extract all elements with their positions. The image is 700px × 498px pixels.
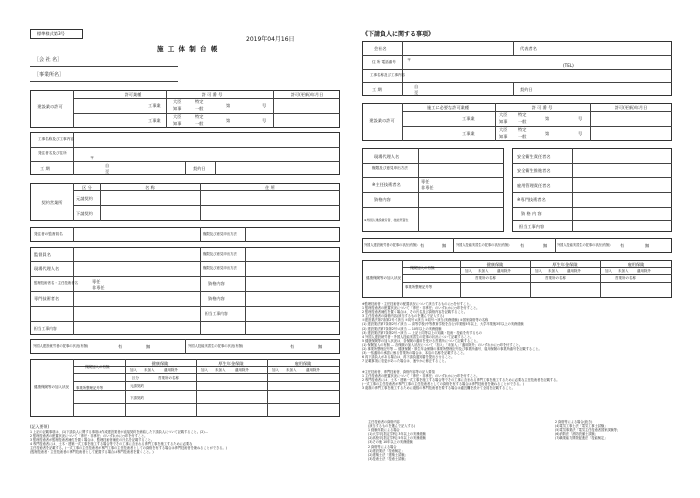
rule <box>30 147 340 148</box>
rule <box>530 260 531 298</box>
sub-permit-row2-special: 特定 <box>518 127 527 132</box>
permit-row2-type: 工事業 <box>148 118 161 123</box>
employment-join: 加入 <box>272 368 279 372</box>
sub-foreign-trainee: 外国人技能実習生の従事の状況(有無) <box>456 243 510 247</box>
permit-date-header: 許可(更新)年月日 <box>290 92 324 97</box>
rule <box>267 359 268 417</box>
sub-address-label: 住 所 電話番号 <box>372 60 396 64</box>
rule <box>30 321 340 322</box>
rule <box>73 183 74 221</box>
permit-row1-go: 号 <box>262 103 267 108</box>
sub-health-exempt: 適用除外 <box>497 269 511 273</box>
sub-permit-row2-minister: 大臣 <box>499 127 508 132</box>
insurance-office-name: 営業所の名称 <box>158 376 179 380</box>
sub-representative-label: 代表者名 <box>520 46 537 51</box>
rule <box>215 161 216 175</box>
note-line: (3) 建設業法第7条第2号ハ該当 … 上記と同等以上の知識・技術・技能を有するもの <box>362 330 482 335</box>
rule <box>73 113 340 114</box>
note-line: ※主任技術者、専門技術者、資格内容等の記入要領 <box>362 370 435 374</box>
insurance-prime: 元請契約 <box>130 384 144 388</box>
sub-period-to: 至 <box>414 90 419 95</box>
rule <box>30 81 178 82</box>
permit-row1-special: 特定 <box>195 99 204 104</box>
rule <box>512 207 672 208</box>
expert-tasks-2: 担当工事内容 <box>34 326 57 331</box>
rule <box>30 291 340 292</box>
health-exempt: 適用除外 <box>164 368 178 372</box>
left-notes <box>30 430 227 455</box>
qual-list-b <box>555 420 620 440</box>
client-name-label: 発注者名及び住所 <box>38 151 67 155</box>
page-title: 施 工 体 制 台 帳 <box>157 45 219 53</box>
site-agent-authority: 権限及び意見申出方法 <box>203 266 237 270</box>
sub-tel: (TEL) <box>563 63 574 68</box>
sub-qual2: 資 格 内 容 <box>521 211 542 216</box>
rule <box>73 381 340 382</box>
sub-insurance-health: 健康保険 <box>486 262 504 267</box>
rule <box>245 227 246 242</box>
sub-permit-row1-go: 号 <box>578 116 583 121</box>
rule <box>402 260 403 298</box>
sub-chief: ※主任技術者名 <box>372 182 401 187</box>
sub-permit-row1-no: 第 <box>545 116 550 121</box>
note-line: 1 経験年数による場合 <box>368 428 400 433</box>
note-line: 4 外国人建設就労者・外国人技能実習生の従事の状況について記載すること。 <box>362 334 474 339</box>
period-from: 自 <box>105 163 110 168</box>
sub-insurance-enroll: 保険加入の有無 <box>410 266 435 270</box>
note-line: 1 上記の記載事項は、(1)下請負人に関する事項は作成建設業者が直接契約を締結した下請負人について記載すること。(2)… <box>30 430 208 434</box>
sub-permit-row2-governor: 知事 <box>499 134 508 139</box>
note-line: (1) 建設業法第7条第2号イ該当 … 高等学校(中等教育学校を含む)卒業後5年以上、大学卒業後3年以上の実務経験 <box>362 322 524 327</box>
employment-manager: 雇用管理責任者名 <box>517 183 551 188</box>
sub-permit-row1-type: 工事業 <box>462 116 475 121</box>
foreign-worker-no: 無 <box>146 344 151 349</box>
contract-prime: 元請契約 <box>76 196 93 201</box>
rule <box>196 359 197 417</box>
rule <box>73 190 340 191</box>
employment-exempt: 適用除外 <box>306 368 320 372</box>
note-line: 3 複数の専門工事を施工するために複数の専門技術者を要する場合は適宜欄を設けて全員を記載すること。 <box>362 386 515 391</box>
rule <box>362 177 504 178</box>
supervisor-name-label: 監督員名 <box>34 252 51 257</box>
sub-foreign-trainee-label-2: 外国人技能実習生の従事の状況(有無) <box>557 243 611 247</box>
right-title: 《下請負人に関する事項》 <box>362 31 435 38</box>
contract-office-label: 契約営業所 <box>41 200 63 205</box>
rule <box>362 69 672 70</box>
contract-address-header: 住 所 <box>265 185 275 190</box>
chief-fulltime: 専任 <box>92 279 101 284</box>
safety-chief: 安全衛生責任者名 <box>517 154 551 159</box>
rule <box>512 192 672 193</box>
note-line: (3) 一括適用の承認に係る営業所の場合は、本店の名称を記載すること。 <box>362 351 467 356</box>
sub-permit-row2-general: 一般 <box>518 134 527 139</box>
note-line: 7 記載事項に変更があった場合は、速やかに修正すること。 <box>362 359 448 364</box>
rule <box>30 306 340 307</box>
project-name-label: 工事名称及び工事内容 <box>38 137 74 141</box>
sub-company-label: 会社名 <box>374 46 387 51</box>
sub-authority: 権限及び意見申出方法 <box>372 166 408 170</box>
rule <box>73 366 340 367</box>
site-agent-label: 現場代理人名 <box>34 266 60 271</box>
rule <box>73 403 340 404</box>
note-line: ①建設業法第7条第2号イ該当 ②同号ロ該当 ③同号ハ該当(実務経験) ④国家資格等の名称 <box>362 318 489 323</box>
permit-row2-go: 号 <box>262 118 267 123</box>
rule <box>402 111 672 112</box>
client-zip: 〒 <box>90 155 95 160</box>
rule <box>73 205 340 206</box>
permit-row2-general: 一般 <box>195 121 204 126</box>
note-line: 2 専門技術者には、土木・建築一式工事を施工する場合等でその工事に含まれる専門工事を施工するために必要な主任技術者を記載する。 <box>362 378 560 383</box>
permit-label: 建設業の許可 <box>37 104 63 109</box>
sub-employment-nojoin: 未加入 <box>618 269 629 273</box>
rule <box>418 148 419 232</box>
sub-tasks: 担当工事内容 <box>519 224 545 229</box>
note-line: 2 監理技術者の配置状況について「専任・非専任」のいずれかに○印を付すこと。 <box>30 434 148 439</box>
chief-engineer-label: 監理技術者名・主任技術者名 <box>34 281 79 285</box>
sub-insurance-office-no: 事業所整理記号等 <box>405 285 433 289</box>
permit-row1-governor: 知事 <box>173 106 182 111</box>
note-line: (監理技術者・主任技術者の専門技術者として配置する場合は専門技術者を置くこと。) <box>30 450 154 455</box>
sub-employment-exempt: 適用除外 <box>637 269 651 273</box>
rule <box>362 82 672 83</box>
sub-insurance-employment: 雇用保険 <box>627 262 645 267</box>
rule <box>402 126 672 127</box>
period-to: 至 <box>105 169 110 174</box>
rule <box>30 261 340 262</box>
note-line: 5 健康保険等の加入状況は、各保険の適用を受ける営業所について記載すること。 <box>362 338 480 343</box>
sub-chief-fulltime: 専任 <box>421 179 430 184</box>
rule <box>185 339 186 354</box>
qual-list-a <box>368 420 426 461</box>
sub-permit-row1-special: 特定 <box>518 112 527 117</box>
rule <box>73 373 340 374</box>
note-line: (5)電気事業法「電気主任技術者国家試験等」 <box>555 428 621 433</box>
note-line: 主任技術者を記載する。(一式工事の主任技術者が専門工事の主任技術者としての資格を有する場合は専門技術者を兼ねることができる。) <box>30 446 227 451</box>
note-line: 2 資格等による場合(続き) <box>555 420 593 424</box>
sub-foreign-trainee2-yes: 有 <box>620 243 625 248</box>
sub-permit-row2-no: 第 <box>545 131 550 136</box>
rule <box>402 274 672 275</box>
pension-join: 加入 <box>201 368 208 372</box>
sub-pension-nojoin: 未加入 <box>548 269 559 273</box>
client-supervisor-authority: 権限及び意見申出方法 <box>203 232 237 236</box>
rule <box>513 41 514 55</box>
permit-type-header: 許可業種 <box>124 92 142 97</box>
foreign-trainee-yes: 有 <box>290 344 295 349</box>
document-date: 2019年04月16日 <box>246 36 295 43</box>
rule <box>460 260 461 298</box>
insurance-health: 健康保険 <box>151 361 169 366</box>
note-line: 2 監理技術者補佐を置く場合は、その氏名及び資格内容を記載すること。 <box>362 310 468 315</box>
rule <box>512 177 672 178</box>
supervisor-authority: 権限及び意見申出方法 <box>203 252 237 256</box>
sub-health-join: 加入 <box>465 269 472 273</box>
rule <box>362 207 504 208</box>
permit-row1-no: 第 <box>226 103 231 108</box>
rule <box>512 220 672 221</box>
note-line: 1 主任技術者の配置状況について「専任・非専任」のいずれかに○印を付すこと。 <box>362 374 480 379</box>
note-line: (該当するものを選んで記入する) <box>368 424 416 429</box>
note-line: (3)技術士法「技術士試験」 <box>368 456 408 461</box>
insurance-sub: 下請契約 <box>130 396 144 400</box>
company-name-label: ［会 社 名］ <box>34 57 63 63</box>
sub-zip: 〒 <box>407 57 412 62</box>
rule <box>402 267 672 268</box>
note-line: 主任技術者の資格内容 <box>368 420 400 424</box>
sub-contract-date: 契約日 <box>520 87 533 92</box>
sub-site-agent: 現場代理人名 <box>374 154 400 159</box>
expert-tasks: 担当工事内容 <box>205 311 228 316</box>
pension-exempt: 適用除外 <box>235 368 249 372</box>
rule <box>73 390 340 391</box>
rule <box>590 103 591 141</box>
note-line: 2 資格等による場合 <box>368 444 397 449</box>
note-line: 4 専門技術者には、土木・建築一式工事を施工する場合等でその工事に含まれる専門工事を施工するために必要な <box>30 442 193 447</box>
sub-insurance-office-name: 営業所の名称 <box>475 276 496 280</box>
period-label: 工 期 <box>40 166 50 171</box>
sub-permit-row1-general: 一般 <box>518 119 527 124</box>
rule <box>200 227 201 242</box>
note-line: (1)建設業法「技術検定」 <box>368 448 405 453</box>
sub-foreign-worker-yes: 有 <box>420 243 425 248</box>
rule <box>402 282 672 283</box>
sub-pension-join: 加入 <box>535 269 542 273</box>
rule <box>185 161 186 175</box>
permit-row2-governor: 知事 <box>173 121 182 126</box>
sub-qual: 資格内容 <box>374 197 391 202</box>
permit-row2-minister: 大臣 <box>173 114 182 119</box>
form-number: 標準様式第3号 <box>37 31 65 36</box>
note-line: (2) 建設業法第7条第2号ロ該当 … 10年以上の実務経験 <box>362 326 442 331</box>
contract-date-label: 契約日 <box>193 166 206 171</box>
rule <box>555 238 556 253</box>
pension-nojoin: 未加入 <box>215 368 226 372</box>
sub-insurance-pension: 厚生年金保険 <box>552 262 578 267</box>
sub-foreign-note: ※外国人建設就労者、技能実習生 <box>364 218 409 222</box>
sub-health-nojoin: 未加入 <box>478 269 489 273</box>
right-notes-b <box>362 370 559 390</box>
contract-name-header: 名 称 <box>145 185 155 190</box>
health-nojoin: 未加入 <box>144 368 155 372</box>
note-line: ※監理技術者・主任技術者の配置状況について該当するものに○を付すこと。 <box>362 302 473 306</box>
sub-pension-exempt: 適用除外 <box>567 269 581 273</box>
insurance-enroll: 保険加入の有無 <box>85 365 110 369</box>
rule <box>495 103 496 141</box>
expert-qual: 資格内容 <box>208 296 225 301</box>
note-line: 3 主任技術者の資格内容(該当するものを選んで記入する) <box>362 314 445 319</box>
sub-foreign-worker-no: 無 <box>442 243 447 248</box>
sub-permit-number-header: 許 可 番 号 <box>531 105 553 110</box>
sub-foreign-trainee2-no: 無 <box>645 243 650 248</box>
insurance-employment: 雇用保険 <box>294 361 312 366</box>
expert-label: 専門技術者名 <box>34 296 60 301</box>
rule <box>73 98 340 99</box>
sub-permit-type-header: 施工に必要な許可業種 <box>427 105 469 110</box>
rule <box>512 163 672 164</box>
rule <box>453 238 454 253</box>
chief-qual: 資格内容 <box>208 281 225 286</box>
rule <box>73 227 74 242</box>
sub-period-from: 自 <box>414 84 419 89</box>
chief-nonfulltime: 非専任 <box>92 285 105 290</box>
rule <box>273 90 274 128</box>
safety-promoter: 安全衛生推進者名 <box>517 168 551 173</box>
rule <box>30 276 340 277</box>
rule <box>362 192 504 193</box>
sub-insurance-office-name-2: 営業所の名称 <box>545 276 566 280</box>
rule <box>125 359 126 417</box>
rule <box>200 183 201 221</box>
note-line: (2)高校卒[指定学科] 5年以上の実務経験 <box>368 436 426 441</box>
sub-permit-row2-type: 工事業 <box>462 131 475 136</box>
sub-chief-nonfulltime: 非専任 <box>421 185 434 190</box>
note-line: 3 監理技術者が監理技術者補佐を置く場合は、監理技術者補佐の氏名を記載すること。 <box>30 438 155 443</box>
employment-nojoin: 未加入 <box>286 368 297 372</box>
sub-foreign-worker: 外国人建設就労者の従事の状況(有無) <box>364 243 418 247</box>
contract-sub: 下請契約 <box>76 211 93 216</box>
note-line: (3)その他 10年以上の実務経験 <box>368 440 413 445</box>
rule <box>402 103 403 141</box>
foreign-trainee-label: 外国人技能実習生の従事の状況(有無) <box>188 344 244 348</box>
office-name-label: ［事業所名］ <box>34 72 65 78</box>
permit-row2-special: 特定 <box>195 114 204 119</box>
contract-kind-header: 区 分 <box>82 185 92 190</box>
insurance-office-no: 事業所整理記号等 <box>76 386 104 390</box>
sub-insurance-label: 健康保険等の加入状況 <box>366 276 401 280</box>
note-line: (4)電気工事士法「電気工事士試験」 <box>555 424 608 429</box>
note-line: (一式工事の主任技術者が専門工事の主任技術者としての資格を有する場合は専門技術者を兼ねることができる。) <box>362 382 524 387</box>
permit-row1-general: 一般 <box>195 106 204 111</box>
rule <box>73 359 74 417</box>
note-line: 1 監理技術者の配置状況について「専任・非専任」のいずれかに○印を付すこと。 <box>362 306 480 311</box>
sub-permit-date-header: 許可(更新)年月日 <box>614 105 648 110</box>
note-line: (2) 事業所整理記号等 … 健康保険・厚生年金保険の事業所整理記号及び事業所番号、雇用保険の事業所番号を記載すること。 <box>362 347 542 352</box>
sub-work-name-label: 工事名称及び工事内容 <box>370 73 405 77</box>
foreign-worker-yes: 有 <box>118 344 123 349</box>
insurance-pension: 厚生年金保険 <box>218 361 244 366</box>
rule <box>600 260 601 298</box>
note-line: (1) 保険加入の有無 … 各保険の加入状況について「加入」「未加入」「適用除外」のいずれかに○印を付すこと。 <box>362 342 523 347</box>
foreign-trainee-no: 無 <box>318 344 323 349</box>
sub-permit-label: 建設業の許可 <box>369 118 395 123</box>
sub-expert: ※専門技術者名 <box>517 197 546 202</box>
sub-permit-row2-go: 号 <box>578 131 583 136</box>
permit-row1-minister: 大臣 <box>173 99 182 104</box>
rule <box>100 183 101 221</box>
right-notes-a <box>362 302 542 363</box>
sub-insurance-office-name-3: 営業所の名称 <box>615 276 636 280</box>
rule <box>73 90 74 128</box>
sub-permit-row1-governor: 知事 <box>499 119 508 124</box>
sub-period-label: 工 期 <box>372 87 382 92</box>
foreign-worker-label: 外国人建設就労者の従事の状況(有無) <box>33 344 89 348</box>
permit-row2-no: 第 <box>226 118 231 123</box>
note-line: (1)大学卒[指定学科] 3年以上の実務経験 <box>368 432 426 437</box>
insurance-label: 健康保険等の加入状況 <box>34 385 69 389</box>
rule <box>513 82 514 96</box>
sub-foreign-trainee-yes: 有 <box>520 243 525 248</box>
rule <box>30 66 178 67</box>
health-join: 加入 <box>130 368 137 372</box>
note-line: 6 再下請負人がある場合は、再下請負通知書を提出させること。 <box>362 355 455 360</box>
permit-row1-type: 工事業 <box>148 103 161 108</box>
rule <box>362 55 672 56</box>
note-line: (7)職業能力開発促進法「技能検定」 <box>555 436 608 441</box>
client-supervisor-table <box>30 227 340 242</box>
insurance-kubun: 区分 <box>132 376 139 380</box>
rule <box>166 90 167 128</box>
sub-foreign-trainee-no: 無 <box>543 243 548 248</box>
sub-permit-row1-minister: 大臣 <box>499 112 508 117</box>
permit-number-header: 許 可 番 号 <box>201 92 223 97</box>
note-line: (6)消防法「消防設備士試験」 <box>555 432 598 437</box>
rule <box>362 163 504 164</box>
note-line: (2)建築士法「建築士試験」 <box>368 452 408 457</box>
notes-title: (記入要領) <box>30 424 50 429</box>
client-supervisor-label: 発注者の監督員名 <box>34 232 63 236</box>
sub-employment-join: 加入 <box>605 269 612 273</box>
